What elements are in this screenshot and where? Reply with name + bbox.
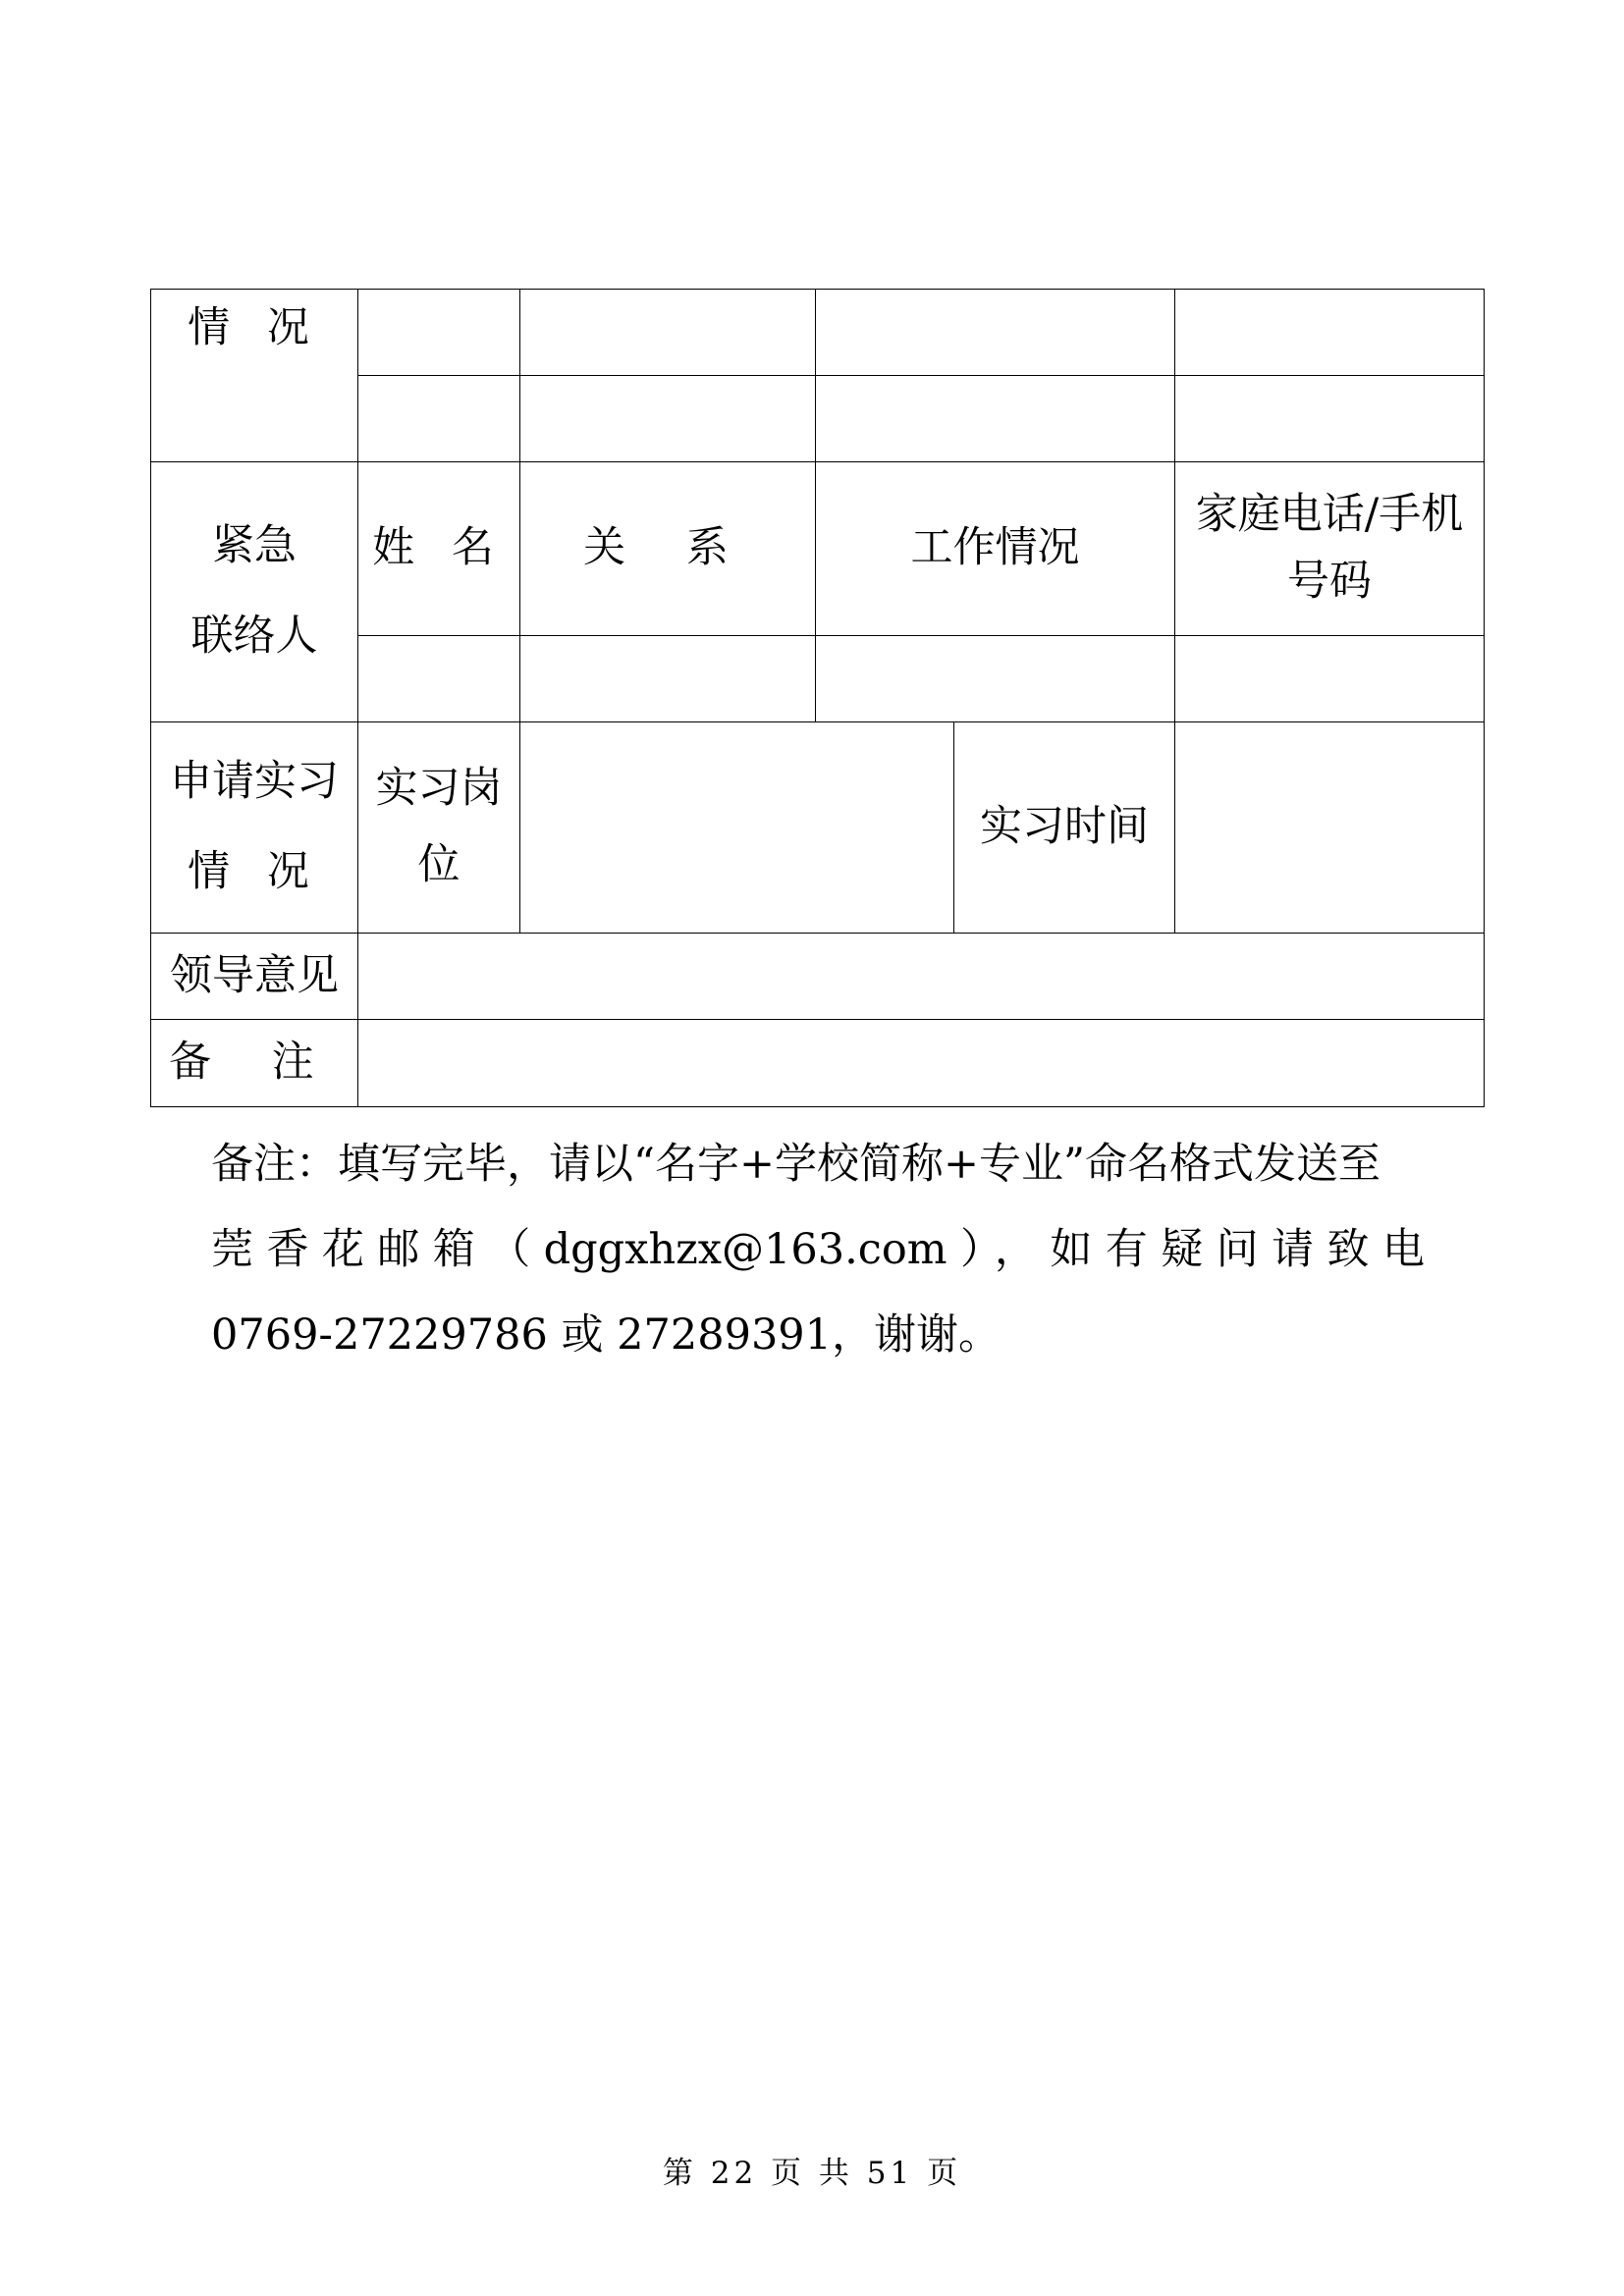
emergency-contact-header-row: [151, 462, 1485, 636]
remarks-input[interactable]: [358, 1020, 1485, 1107]
family-cell-relation-2[interactable]: [520, 376, 816, 462]
emergency-contact-label-cell: [151, 462, 358, 722]
emergency-col-phone-line1: 家庭电话/手机: [1195, 490, 1464, 540]
family-cell-work-2[interactable]: [816, 376, 1175, 462]
emergency-cell-name[interactable]: [358, 636, 520, 722]
family-cell-work-1[interactable]: [816, 290, 1175, 376]
remarks-label: 备 注: [151, 1020, 358, 1107]
internship-position-label-line2: 位: [417, 840, 460, 889]
family-cell-phone-2[interactable]: [1175, 376, 1485, 462]
emergency-contact-label-line1: 紧急: [212, 521, 297, 571]
family-cell-phone-1[interactable]: [1175, 290, 1485, 376]
leader-opinion-row: [151, 934, 1485, 1020]
internship-time-label: 实习时间: [954, 722, 1175, 934]
emergency-col-phone-line2: 号码: [1287, 557, 1372, 606]
family-cell-name-2[interactable]: [358, 376, 520, 462]
note-line-3: 0769-27229786 或 27289391，谢谢。: [211, 1310, 1001, 1360]
internship-time-input[interactable]: [1175, 722, 1485, 934]
internship-position-input[interactable]: [520, 722, 954, 934]
emergency-contact-label-line2: 联络人: [190, 612, 318, 661]
page-number-footer: 第 22 页 共 51 页: [662, 2156, 962, 2191]
note-line-2: 莞香花邮箱（dggxhzx@163.com），如有疑问请致电: [211, 1225, 1425, 1274]
family-situation-label-cell: [151, 290, 358, 462]
internship-label-line2: 情 况: [188, 847, 321, 896]
emergency-cell-work[interactable]: [816, 636, 1175, 722]
leader-opinion-input[interactable]: [358, 934, 1485, 1020]
internship-label-cell: [151, 722, 358, 934]
family-cell-name-1[interactable]: [358, 290, 520, 376]
internship-position-label-cell: [358, 722, 520, 934]
emergency-col-work-header: 工作情况: [816, 462, 1175, 636]
emergency-col-relation-header: 关 系: [520, 462, 816, 636]
emergency-col-name-header: 姓 名: [358, 462, 520, 636]
emergency-cell-relation[interactable]: [520, 636, 816, 722]
note-line-1: 备注：填写完毕，请以“名字+学校简称+专业”命名格式发送至: [211, 1140, 1381, 1189]
emergency-col-phone-header: [1175, 462, 1485, 636]
submission-note: [211, 1122, 1425, 1378]
family-situation-label: 情 况: [188, 303, 321, 352]
family-situation-row-1: [151, 290, 1485, 376]
leader-opinion-label: 领导意见: [151, 934, 358, 1020]
emergency-cell-phone[interactable]: [1175, 636, 1485, 722]
remarks-row: [151, 1020, 1485, 1107]
family-cell-relation-1[interactable]: [520, 290, 816, 376]
application-form-table: [150, 289, 1485, 1107]
internship-position-label-line1: 实习岗: [375, 764, 503, 814]
internship-label-line1: 申请实习: [170, 757, 339, 807]
internship-row: [151, 722, 1485, 934]
